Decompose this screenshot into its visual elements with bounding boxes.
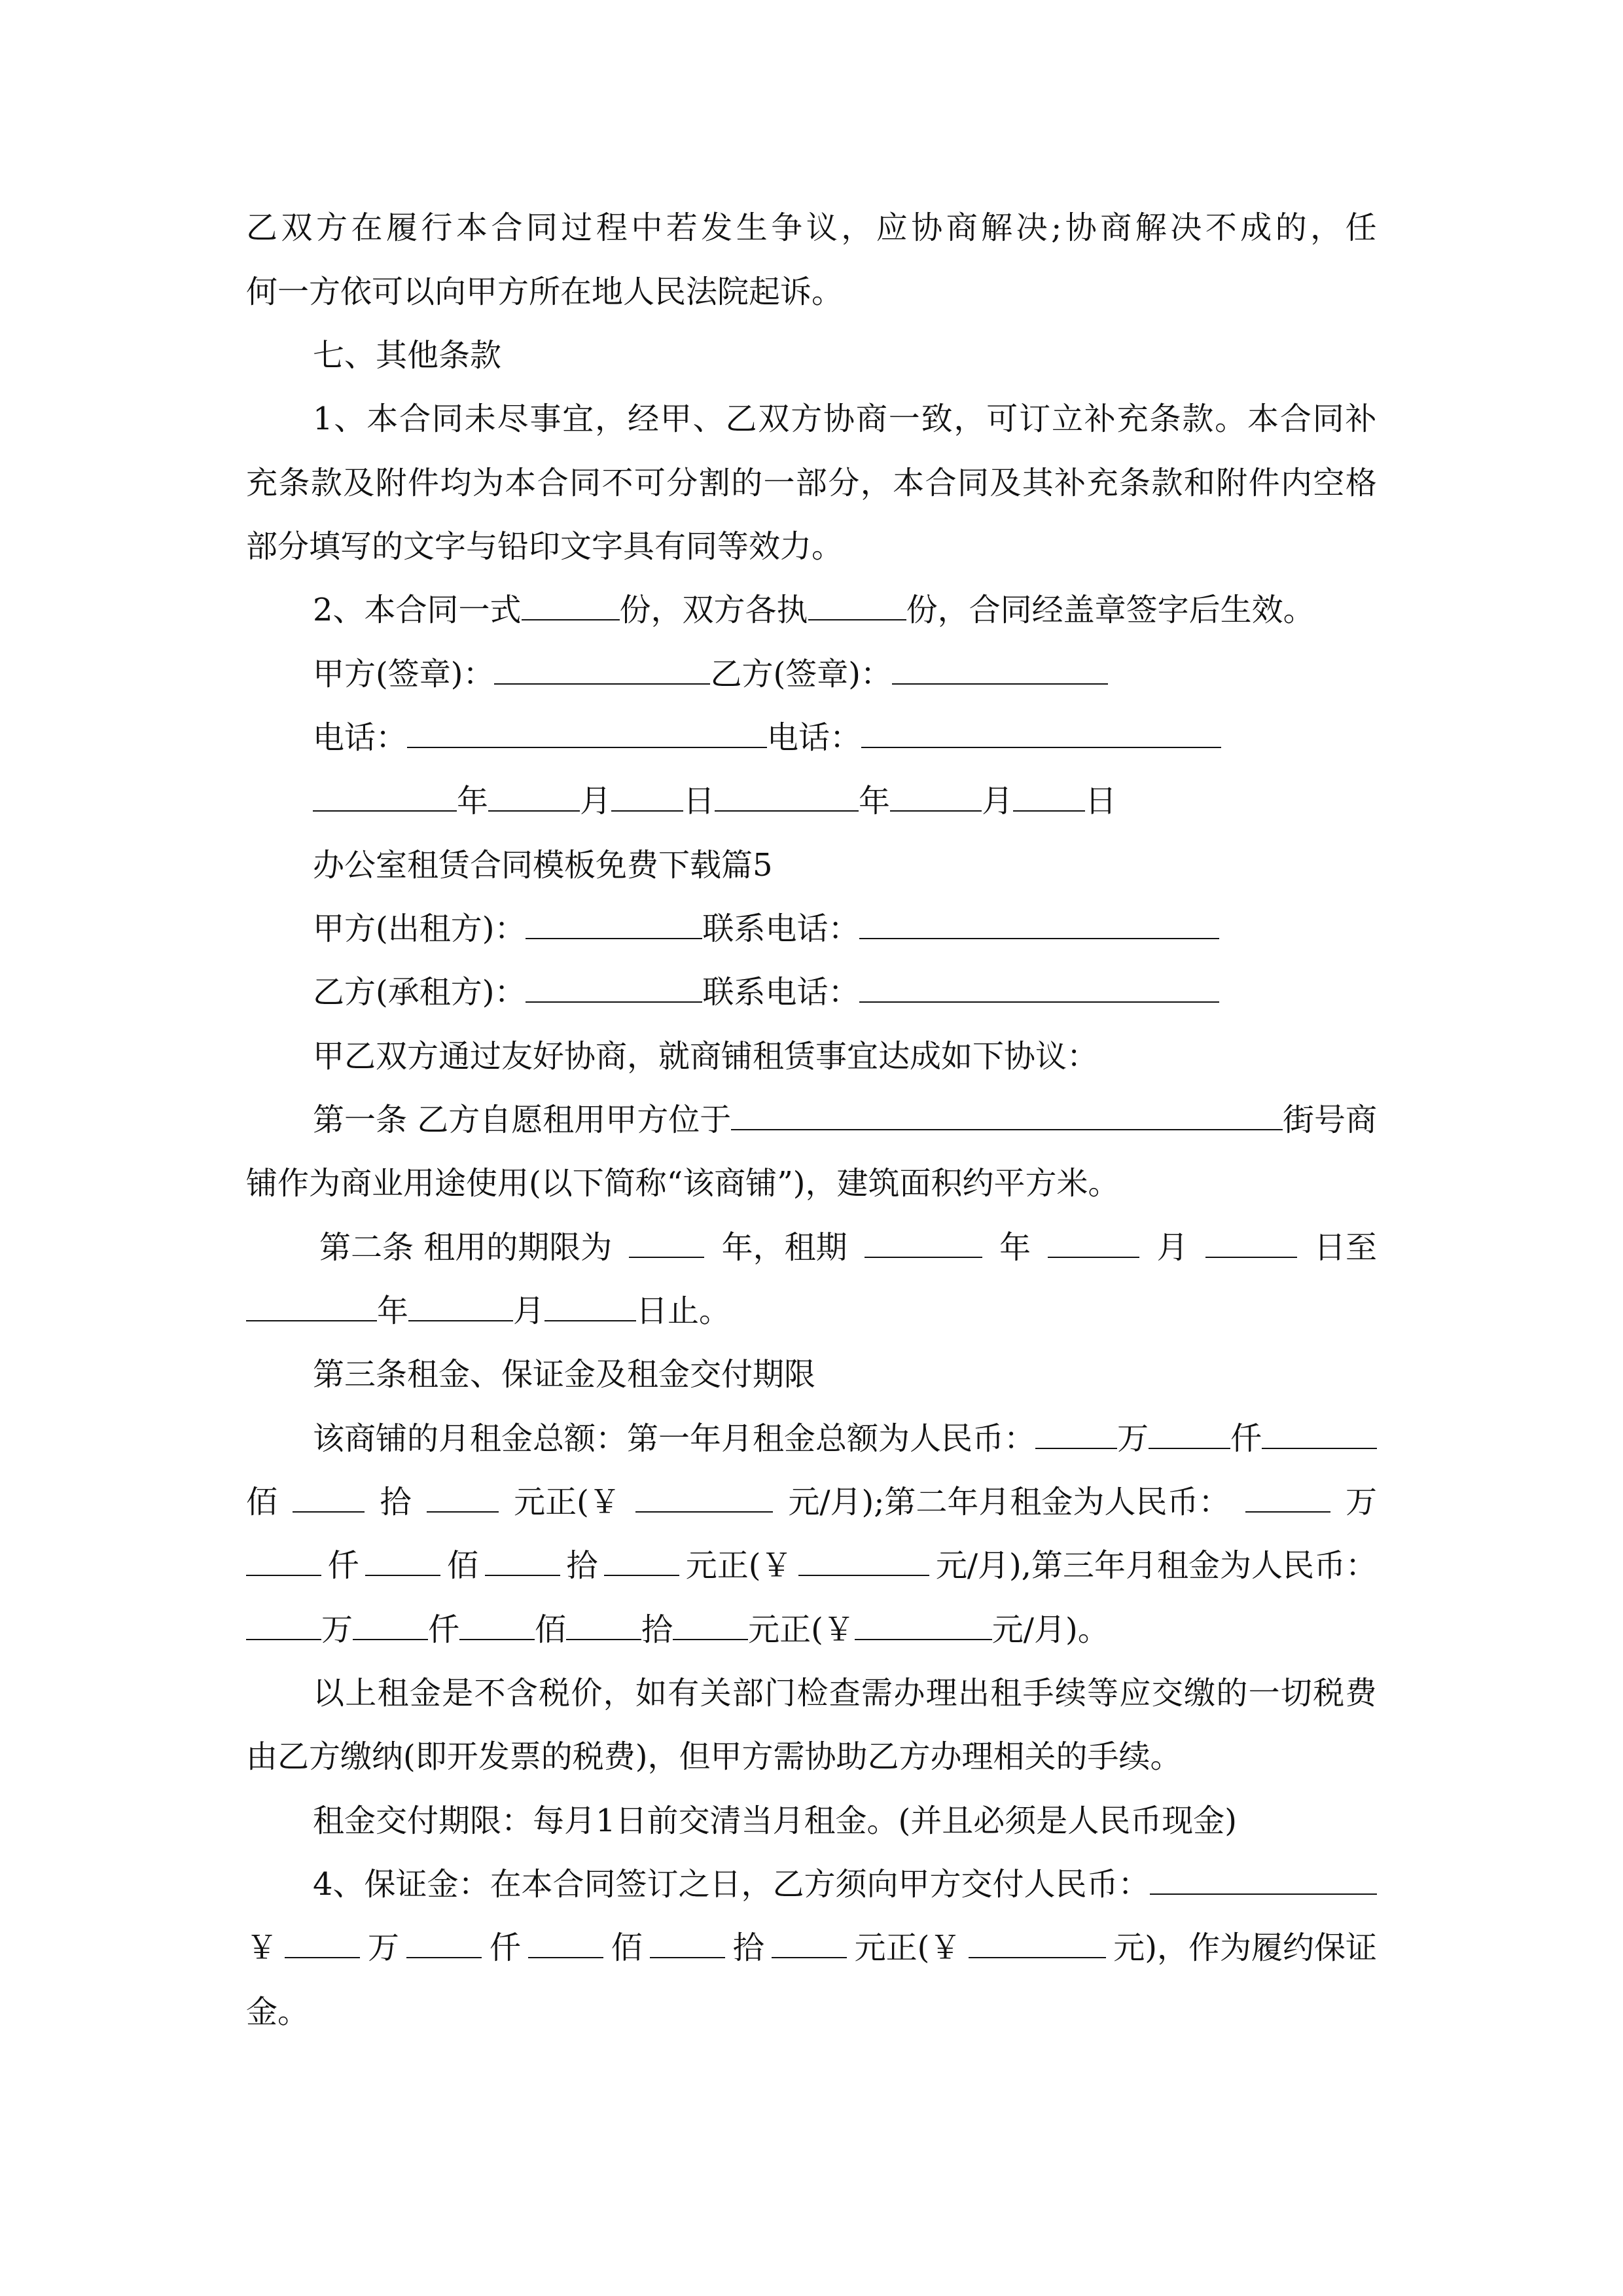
year-blank[interactable] xyxy=(715,781,859,812)
party-b-phone-blank[interactable] xyxy=(861,718,1221,748)
article-1-line-2: 铺作为商业用途使用(以下简称“该商铺”)，建筑面积约平方米。 xyxy=(246,1165,1120,1202)
lessee-phone-blank[interactable] xyxy=(859,973,1219,1003)
rent-line-4: 万 仟 佰 拾 元正(￥ 元/月)。 xyxy=(246,1610,1109,1649)
signature-row: 甲方(签章)： 乙方(签章)： xyxy=(313,655,1108,694)
party-a-signature-blank[interactable] xyxy=(494,655,710,685)
lessor-row: 甲方(出租方)： 联系电话： xyxy=(313,909,1219,948)
dispute-line-2: 何一方依可以向甲方所在地人民法院起诉。 xyxy=(246,274,844,310)
amount-blank[interactable] xyxy=(798,1546,929,1576)
article-1-line-1: 第一条 乙方自愿租用甲方位于 街号商 xyxy=(313,1102,1377,1138)
location-blank[interactable] xyxy=(731,1100,1283,1130)
month-blank[interactable] xyxy=(890,781,982,812)
clause-1-line-2: 充 条 款 及 附 件 均 为 本 合 同 不 可 分 割 的 一 部 分 ， 本 合 同 及 其 补 充 条 款 和 附 件 内 空 格 xyxy=(246,465,1377,501)
party-a-phone-blank[interactable] xyxy=(407,718,767,748)
rent-line-3: 仟 佰 拾 元正(￥ 元/月),第三年月租金为人民币： xyxy=(246,1546,1377,1585)
amount-blank[interactable] xyxy=(1149,1419,1230,1449)
section-7-title: 七、其他条款 xyxy=(313,337,502,374)
party-b-signature-blank[interactable] xyxy=(892,655,1108,685)
amount-blank[interactable] xyxy=(673,1610,748,1640)
article-2-line-1: 第二条 租用的期限为 年，租期 年 月 日至 xyxy=(319,1229,1377,1266)
lessee-row: 乙方(承租方)： 联系电话： xyxy=(313,973,1219,1012)
part-5-title: 办公室租赁合同模板免费下载篇5 xyxy=(313,847,773,884)
amount-blank[interactable] xyxy=(353,1610,428,1640)
deposit-bai-blank[interactable] xyxy=(528,1928,603,1958)
article-2-line-2: 年 月 日止。 xyxy=(246,1291,730,1331)
clause-2: 2、本合同一式 份，双方各执 份，合同经盖章签字后生效。 xyxy=(313,592,1315,628)
year-blank[interactable] xyxy=(313,781,457,812)
end-month-blank[interactable] xyxy=(408,1291,513,1321)
amount-blank[interactable] xyxy=(855,1610,992,1640)
amount-blank[interactable] xyxy=(293,1482,365,1513)
payment-deadline: 租金交付期限：每月1日前交清当月租金。(并且必须是人民币现金) xyxy=(313,1803,1237,1839)
deposit-figure-blank[interactable] xyxy=(969,1928,1106,1958)
rent-line-2: 佰 拾 元正(￥ 元/月);第二年月租金为人民币： 万 xyxy=(246,1484,1377,1520)
phone-row: 电话： 电话： xyxy=(313,718,1221,757)
tax-line-2: 由乙方缴纳(即开发票的税费)，但甲方需协助乙方办理相关的手续。 xyxy=(246,1738,1182,1775)
amount-blank[interactable] xyxy=(427,1482,499,1513)
start-year-blank[interactable] xyxy=(865,1228,982,1258)
deposit-line-2: ￥ 万 仟 佰 拾 元正(￥ 元)，作为履约保证 xyxy=(246,1929,1377,1966)
agreement-intro: 甲乙双方通过友好协商，就商铺租赁事宜达成如下协议： xyxy=(313,1038,1099,1075)
lessor-name-blank[interactable] xyxy=(526,909,702,939)
day-blank[interactable] xyxy=(611,781,683,812)
end-day-blank[interactable] xyxy=(544,1291,636,1321)
amount-blank[interactable] xyxy=(485,1546,560,1576)
amount-blank[interactable] xyxy=(635,1482,773,1513)
lessee-name-blank[interactable] xyxy=(526,973,702,1003)
deposit-qian-blank[interactable] xyxy=(406,1928,482,1958)
amount-blank[interactable] xyxy=(246,1610,321,1640)
amount-blank[interactable] xyxy=(1262,1419,1377,1449)
amount-blank[interactable] xyxy=(604,1546,679,1576)
rent-line-1: 该商铺的月租金总额：第一年月租金总额为人民币： 万 仟 xyxy=(313,1419,1377,1458)
deposit-amount-blank[interactable] xyxy=(1150,1865,1377,1895)
article-3-title: 第三条租金、保证金及租金交付期限 xyxy=(313,1356,816,1393)
copies-each-blank[interactable] xyxy=(808,590,906,620)
clause-1-line-1: 1 、 本 合 同 未 尽 事 宜 ， 经 甲 、 乙 双 方 协 商 一 致 ， 可 订 立 补 充 条 款 。 本 合 同 补 xyxy=(313,401,1377,437)
copies-blank[interactable] xyxy=(522,590,620,620)
date-row: 年 月 日 年 月 日 xyxy=(313,781,1116,821)
tax-line-1: 以 上 租 金 是 不 含 税 价 ， 如 有 关 部 门 检 查 需 办 理 出 租 手 续 等 应 交 缴 的 一 切 税 费 xyxy=(313,1675,1377,1712)
amount-blank[interactable] xyxy=(1245,1482,1330,1513)
deposit-yuan-blank[interactable] xyxy=(772,1928,847,1958)
deposit-line-1: 4、保证金：在本合同签订之日，乙方须向甲方交付人民币： xyxy=(313,1865,1377,1904)
end-year-blank[interactable] xyxy=(246,1291,377,1321)
amount-blank[interactable] xyxy=(1035,1419,1117,1449)
start-day-blank[interactable] xyxy=(1205,1228,1297,1258)
amount-blank[interactable] xyxy=(566,1610,641,1640)
deposit-shi-blank[interactable] xyxy=(650,1928,725,1958)
start-month-blank[interactable] xyxy=(1048,1228,1139,1258)
day-blank[interactable] xyxy=(1013,781,1085,812)
deposit-line-3: 金。 xyxy=(246,1994,310,2030)
deposit-wan-blank[interactable] xyxy=(285,1928,360,1958)
amount-blank[interactable] xyxy=(459,1610,535,1640)
month-blank[interactable] xyxy=(488,781,580,812)
clause-1-line-3: 部分填写的文字与铅印文字具有同等效力。 xyxy=(246,528,844,565)
amount-blank[interactable] xyxy=(246,1546,321,1576)
amount-blank[interactable] xyxy=(365,1546,440,1576)
term-years-blank[interactable] xyxy=(629,1228,704,1258)
lessor-phone-blank[interactable] xyxy=(859,909,1219,939)
dispute-line-1: 乙 双 方 在 履 行 本 合 同 过 程 中 若 发 生 争 议 ， 应 协 商 解 决 ; 协 商 解 决 不 成 的 ， 任 xyxy=(246,209,1377,246)
